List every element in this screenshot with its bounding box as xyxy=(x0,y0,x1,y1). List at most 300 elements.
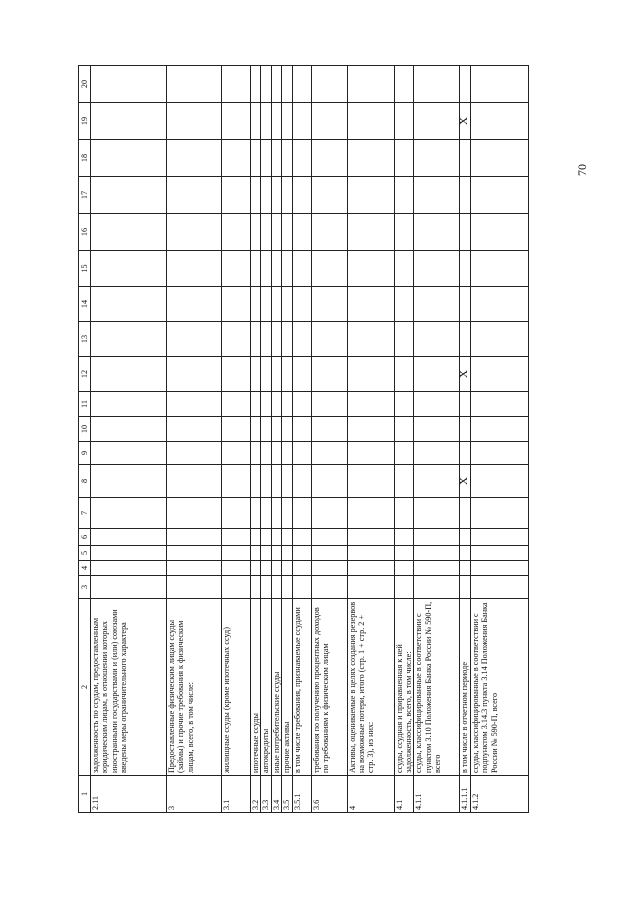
value-cell-col-15 xyxy=(282,251,292,287)
value-cell-col-9 xyxy=(311,442,347,465)
value-cell-col-10 xyxy=(271,417,281,442)
value-cell-col-13 xyxy=(282,322,292,357)
value-cell-col-3 xyxy=(292,576,311,599)
value-cell-col-8 xyxy=(282,465,292,498)
value-cell-col-13 xyxy=(414,322,460,357)
value-cell-col-4 xyxy=(292,561,311,576)
column-number-16: 16 xyxy=(79,214,91,251)
row-label-cell: прочие активы xyxy=(282,599,292,776)
value-cell-col-20 xyxy=(251,66,261,103)
table-row xyxy=(167,66,222,813)
value-cell-col-6 xyxy=(460,529,470,546)
value-cell-col-16 xyxy=(347,214,394,251)
value-cell-col-3 xyxy=(282,576,292,599)
value-cell-col-3 xyxy=(261,576,271,599)
value-cell-col-15 xyxy=(222,251,251,287)
value-cell-col-3 xyxy=(347,576,394,599)
value-cell-col-12 xyxy=(261,357,271,392)
value-cell-col-16 xyxy=(251,214,261,251)
value-cell-col-17 xyxy=(347,177,394,214)
row-label-cell: ссуды, ссудная и приравненная к ней задолженность, всего, в том числе: xyxy=(394,599,414,776)
value-cell-col-15 xyxy=(167,251,222,287)
value-cell-col-9 xyxy=(282,442,292,465)
value-cell-col-8 xyxy=(91,465,167,498)
value-cell-col-6 xyxy=(91,529,167,546)
column-number-7: 7 xyxy=(79,498,91,529)
value-cell-col-17 xyxy=(414,177,460,214)
column-number-3: 3 xyxy=(79,576,91,599)
value-cell-col-7 xyxy=(271,498,281,529)
value-cell-col-7 xyxy=(470,498,528,529)
value-cell-col-5 xyxy=(251,546,261,561)
table-row xyxy=(271,66,281,813)
value-cell-col-7 xyxy=(414,498,460,529)
value-cell-col-8 xyxy=(347,465,394,498)
value-cell-col-9 xyxy=(347,442,394,465)
row-number-cell: 3.3 xyxy=(261,776,271,813)
value-cell-col-3 xyxy=(460,576,470,599)
value-cell-col-8 xyxy=(292,465,311,498)
value-cell-col-5 xyxy=(414,546,460,561)
value-cell-col-6 xyxy=(282,529,292,546)
value-cell-col-12 xyxy=(470,357,528,392)
value-cell-col-5 xyxy=(282,546,292,561)
column-number-8: 8 xyxy=(79,465,91,498)
value-cell-col-9 xyxy=(394,442,414,465)
value-cell-col-18 xyxy=(251,140,261,177)
value-cell-col-5 xyxy=(91,546,167,561)
table-row xyxy=(347,66,394,813)
value-cell-col-3 xyxy=(167,576,222,599)
value-cell-col-3 xyxy=(222,576,251,599)
row-number-cell: 3.2 xyxy=(251,776,261,813)
row-label-cell: ссуды, классифицированные в соответствии с пунктом 3.10 Положения Банка России № 590-П, всего xyxy=(414,599,460,776)
value-cell-col-7 xyxy=(311,498,347,529)
value-cell-col-4 xyxy=(282,561,292,576)
value-cell-col-15 xyxy=(460,251,470,287)
value-cell-col-14 xyxy=(414,287,460,322)
value-cell-col-15 xyxy=(251,251,261,287)
value-cell-col-7 xyxy=(460,498,470,529)
column-number-19: 19 xyxy=(79,103,91,140)
value-cell-col-8 xyxy=(167,465,222,498)
value-cell-col-20 xyxy=(460,66,470,103)
row-number-cell: 4.1.2 xyxy=(470,776,528,813)
value-cell-col-13 xyxy=(271,322,281,357)
page-number: 70 xyxy=(575,164,589,176)
value-cell-col-3 xyxy=(414,576,460,599)
value-cell-col-9 xyxy=(167,442,222,465)
value-cell-col-4 xyxy=(251,561,261,576)
value-cell-col-19 xyxy=(414,103,460,140)
value-cell-col-17 xyxy=(470,177,528,214)
value-cell-col-19 xyxy=(347,103,394,140)
value-cell-col-18 xyxy=(347,140,394,177)
value-cell-col-17 xyxy=(251,177,261,214)
value-cell-col-20 xyxy=(470,66,528,103)
value-cell-col-17 xyxy=(167,177,222,214)
value-cell-col-11 xyxy=(251,392,261,417)
value-cell-col-17 xyxy=(460,177,470,214)
value-cell-col-7 xyxy=(222,498,251,529)
value-cell-col-14 xyxy=(460,287,470,322)
x-mark-cell-col-19: X xyxy=(460,103,470,140)
value-cell-col-4 xyxy=(311,561,347,576)
value-cell-col-13 xyxy=(91,322,167,357)
column-number-15: 15 xyxy=(79,251,91,287)
value-cell-col-14 xyxy=(222,287,251,322)
value-cell-col-18 xyxy=(394,140,414,177)
row-label-cell: Активы, оцениваемые в целях создания резервов на возможные потери, итого (стр. 1 + стр. 2 + стр. 3), из них: xyxy=(347,599,394,776)
row-label-cell: задолженность по ссудам, предоставленным юридическим лицам, в отношении которых иностранными государствами и (или) союзами введены меры ограничительного характера xyxy=(91,599,167,776)
value-cell-col-11 xyxy=(311,392,347,417)
value-cell-col-7 xyxy=(261,498,271,529)
value-cell-col-16 xyxy=(271,214,281,251)
value-cell-col-16 xyxy=(222,214,251,251)
value-cell-col-13 xyxy=(222,322,251,357)
data-table xyxy=(78,65,529,813)
value-cell-col-6 xyxy=(394,529,414,546)
value-cell-col-14 xyxy=(251,287,261,322)
value-cell-col-4 xyxy=(91,561,167,576)
value-cell-col-11 xyxy=(460,392,470,417)
value-cell-col-14 xyxy=(311,287,347,322)
value-cell-col-11 xyxy=(282,392,292,417)
value-cell-col-14 xyxy=(282,287,292,322)
value-cell-col-11 xyxy=(91,392,167,417)
value-cell-col-10 xyxy=(222,417,251,442)
value-cell-col-5 xyxy=(271,546,281,561)
value-cell-col-12 xyxy=(292,357,311,392)
value-cell-col-11 xyxy=(414,392,460,417)
x-mark-cell-col-12: X xyxy=(460,357,470,392)
value-cell-col-14 xyxy=(292,287,311,322)
value-cell-col-18 xyxy=(282,140,292,177)
row-number-cell: 3.4 xyxy=(271,776,281,813)
row-number-cell: 3.5 xyxy=(282,776,292,813)
value-cell-col-14 xyxy=(167,287,222,322)
value-cell-col-20 xyxy=(91,66,167,103)
value-cell-col-5 xyxy=(470,546,528,561)
value-cell-col-15 xyxy=(470,251,528,287)
value-cell-col-13 xyxy=(347,322,394,357)
value-cell-col-19 xyxy=(282,103,292,140)
value-cell-col-10 xyxy=(292,417,311,442)
value-cell-col-3 xyxy=(394,576,414,599)
value-cell-col-4 xyxy=(167,561,222,576)
value-cell-col-20 xyxy=(282,66,292,103)
row-label-cell: в том числе в отчетном периоде xyxy=(460,599,470,776)
value-cell-col-11 xyxy=(222,392,251,417)
value-cell-col-8 xyxy=(470,465,528,498)
value-cell-col-15 xyxy=(292,251,311,287)
value-cell-col-13 xyxy=(292,322,311,357)
value-cell-col-3 xyxy=(311,576,347,599)
value-cell-col-5 xyxy=(460,546,470,561)
value-cell-col-10 xyxy=(414,417,460,442)
table-row xyxy=(460,66,470,813)
value-cell-col-12 xyxy=(414,357,460,392)
value-cell-col-20 xyxy=(292,66,311,103)
column-number-10: 10 xyxy=(79,417,91,442)
value-cell-col-10 xyxy=(311,417,347,442)
value-cell-col-17 xyxy=(222,177,251,214)
value-cell-col-19 xyxy=(261,103,271,140)
value-cell-col-15 xyxy=(261,251,271,287)
row-number-cell: 3.5.1 xyxy=(292,776,311,813)
value-cell-col-20 xyxy=(394,66,414,103)
value-cell-col-17 xyxy=(261,177,271,214)
column-number-2: 2 xyxy=(79,599,91,776)
value-cell-col-8 xyxy=(414,465,460,498)
value-cell-col-13 xyxy=(460,322,470,357)
value-cell-col-10 xyxy=(394,417,414,442)
value-cell-col-15 xyxy=(347,251,394,287)
row-label-cell: автокредиты xyxy=(261,599,271,776)
table-body xyxy=(79,66,529,813)
value-cell-col-10 xyxy=(347,417,394,442)
value-cell-col-6 xyxy=(167,529,222,546)
value-cell-col-11 xyxy=(271,392,281,417)
value-cell-col-8 xyxy=(394,465,414,498)
row-number-cell: 3.1 xyxy=(222,776,251,813)
value-cell-col-7 xyxy=(282,498,292,529)
value-cell-col-13 xyxy=(167,322,222,357)
value-cell-col-3 xyxy=(91,576,167,599)
value-cell-col-6 xyxy=(292,529,311,546)
value-cell-col-18 xyxy=(271,140,281,177)
value-cell-col-16 xyxy=(311,214,347,251)
value-cell-col-4 xyxy=(460,561,470,576)
row-number-cell: 4 xyxy=(347,776,394,813)
table-row xyxy=(394,66,414,813)
value-cell-col-19 xyxy=(167,103,222,140)
table-row xyxy=(222,66,251,813)
value-cell-col-16 xyxy=(91,214,167,251)
value-cell-col-18 xyxy=(292,140,311,177)
column-number-6: 6 xyxy=(79,529,91,546)
value-cell-col-15 xyxy=(394,251,414,287)
value-cell-col-9 xyxy=(414,442,460,465)
value-cell-col-8 xyxy=(222,465,251,498)
value-cell-col-3 xyxy=(251,576,261,599)
value-cell-col-11 xyxy=(167,392,222,417)
table-row xyxy=(282,66,292,813)
value-cell-col-18 xyxy=(414,140,460,177)
value-cell-col-15 xyxy=(311,251,347,287)
column-number-13: 13 xyxy=(79,322,91,357)
value-cell-col-6 xyxy=(470,529,528,546)
value-cell-col-4 xyxy=(347,561,394,576)
value-cell-col-17 xyxy=(91,177,167,214)
table-row xyxy=(292,66,311,813)
value-cell-col-18 xyxy=(91,140,167,177)
value-cell-col-4 xyxy=(271,561,281,576)
value-cell-col-19 xyxy=(311,103,347,140)
value-cell-col-6 xyxy=(311,529,347,546)
value-cell-col-12 xyxy=(251,357,261,392)
value-cell-col-5 xyxy=(394,546,414,561)
value-cell-col-6 xyxy=(261,529,271,546)
value-cell-col-7 xyxy=(347,498,394,529)
x-mark-cell-col-8: X xyxy=(460,465,470,498)
value-cell-col-10 xyxy=(460,417,470,442)
value-cell-col-9 xyxy=(271,442,281,465)
value-cell-col-9 xyxy=(261,442,271,465)
value-cell-col-9 xyxy=(292,442,311,465)
column-number-17: 17 xyxy=(79,177,91,214)
value-cell-col-10 xyxy=(470,417,528,442)
value-cell-col-8 xyxy=(311,465,347,498)
value-cell-col-11 xyxy=(292,392,311,417)
value-cell-col-14 xyxy=(271,287,281,322)
table-row xyxy=(261,66,271,813)
value-cell-col-19 xyxy=(271,103,281,140)
value-cell-col-10 xyxy=(282,417,292,442)
row-label-cell: ссуды, классифицированные в соответствии с подпунктом 3.14.3 пункта 3.14 Положения Банка России № 590-П, всего xyxy=(470,599,528,776)
value-cell-col-14 xyxy=(261,287,271,322)
value-cell-col-20 xyxy=(261,66,271,103)
value-cell-col-18 xyxy=(311,140,347,177)
value-cell-col-14 xyxy=(91,287,167,322)
value-cell-col-18 xyxy=(167,140,222,177)
value-cell-col-19 xyxy=(222,103,251,140)
value-cell-col-6 xyxy=(271,529,281,546)
value-cell-col-19 xyxy=(251,103,261,140)
value-cell-col-15 xyxy=(414,251,460,287)
value-cell-col-16 xyxy=(167,214,222,251)
value-cell-col-5 xyxy=(311,546,347,561)
value-cell-col-16 xyxy=(460,214,470,251)
value-cell-col-16 xyxy=(394,214,414,251)
column-number-12: 12 xyxy=(79,357,91,392)
value-cell-col-12 xyxy=(91,357,167,392)
value-cell-col-13 xyxy=(470,322,528,357)
value-cell-col-11 xyxy=(394,392,414,417)
row-label-cell: требования по получению процентных доходов по требованиям к физическим лицам xyxy=(311,599,347,776)
value-cell-col-18 xyxy=(261,140,271,177)
value-cell-col-18 xyxy=(470,140,528,177)
value-cell-col-13 xyxy=(261,322,271,357)
value-cell-col-18 xyxy=(222,140,251,177)
value-cell-col-5 xyxy=(292,546,311,561)
row-number-cell: 4.1.1.1 xyxy=(460,776,470,813)
row-number-cell: 4.1 xyxy=(394,776,414,813)
column-number-row xyxy=(79,66,91,813)
value-cell-col-17 xyxy=(271,177,281,214)
value-cell-col-15 xyxy=(91,251,167,287)
value-cell-col-8 xyxy=(251,465,261,498)
value-cell-col-14 xyxy=(394,287,414,322)
value-cell-col-4 xyxy=(394,561,414,576)
column-number-18: 18 xyxy=(79,140,91,177)
value-cell-col-17 xyxy=(394,177,414,214)
value-cell-col-18 xyxy=(460,140,470,177)
value-cell-col-16 xyxy=(282,214,292,251)
value-cell-col-13 xyxy=(394,322,414,357)
value-cell-col-14 xyxy=(470,287,528,322)
value-cell-col-10 xyxy=(91,417,167,442)
row-number-cell: 3 xyxy=(167,776,222,813)
value-cell-col-19 xyxy=(91,103,167,140)
value-cell-col-5 xyxy=(261,546,271,561)
value-cell-col-15 xyxy=(271,251,281,287)
value-cell-col-3 xyxy=(271,576,281,599)
value-cell-col-12 xyxy=(394,357,414,392)
value-cell-col-17 xyxy=(282,177,292,214)
value-cell-col-20 xyxy=(414,66,460,103)
value-cell-col-7 xyxy=(91,498,167,529)
value-cell-col-11 xyxy=(470,392,528,417)
value-cell-col-5 xyxy=(222,546,251,561)
value-cell-col-7 xyxy=(394,498,414,529)
value-cell-col-10 xyxy=(251,417,261,442)
value-cell-col-6 xyxy=(347,529,394,546)
value-cell-col-20 xyxy=(222,66,251,103)
value-cell-col-20 xyxy=(311,66,347,103)
value-cell-col-7 xyxy=(167,498,222,529)
row-number-cell: 3.6 xyxy=(311,776,347,813)
value-cell-col-10 xyxy=(167,417,222,442)
value-cell-col-6 xyxy=(251,529,261,546)
value-cell-col-12 xyxy=(271,357,281,392)
value-cell-col-4 xyxy=(470,561,528,576)
value-cell-col-14 xyxy=(347,287,394,322)
column-number-14: 14 xyxy=(79,287,91,322)
table-row xyxy=(414,66,460,813)
value-cell-col-12 xyxy=(282,357,292,392)
value-cell-col-12 xyxy=(347,357,394,392)
value-cell-col-9 xyxy=(91,442,167,465)
value-cell-col-11 xyxy=(347,392,394,417)
value-cell-col-20 xyxy=(167,66,222,103)
value-cell-col-4 xyxy=(222,561,251,576)
value-cell-col-9 xyxy=(460,442,470,465)
value-cell-col-13 xyxy=(311,322,347,357)
value-cell-col-6 xyxy=(414,529,460,546)
value-cell-col-9 xyxy=(470,442,528,465)
value-cell-col-19 xyxy=(470,103,528,140)
value-cell-col-19 xyxy=(292,103,311,140)
value-cell-col-4 xyxy=(414,561,460,576)
value-cell-col-7 xyxy=(251,498,261,529)
value-cell-col-12 xyxy=(167,357,222,392)
table-row xyxy=(470,66,528,813)
value-cell-col-16 xyxy=(261,214,271,251)
row-number-cell: 2.11 xyxy=(91,776,167,813)
value-cell-col-6 xyxy=(222,529,251,546)
column-number-9: 9 xyxy=(79,442,91,465)
value-cell-col-5 xyxy=(347,546,394,561)
column-number-20: 20 xyxy=(79,66,91,103)
table-row xyxy=(91,66,167,813)
table-row xyxy=(311,66,347,813)
row-label-cell: в том числе требования, признаваемые ссудами xyxy=(292,599,311,776)
value-cell-col-10 xyxy=(261,417,271,442)
value-cell-col-3 xyxy=(470,576,528,599)
value-cell-col-9 xyxy=(222,442,251,465)
value-cell-col-19 xyxy=(394,103,414,140)
value-cell-col-16 xyxy=(414,214,460,251)
value-cell-col-8 xyxy=(271,465,281,498)
column-number-11: 11 xyxy=(79,392,91,417)
row-label-cell: Предоставленные физическим лицам ссуды (займы) и прочие требования к физическим лицам, всего, в том числе: xyxy=(167,599,222,776)
value-cell-col-16 xyxy=(470,214,528,251)
row-number-cell: 4.1.1 xyxy=(414,776,460,813)
column-number-5: 5 xyxy=(79,546,91,561)
value-cell-col-13 xyxy=(251,322,261,357)
value-cell-col-20 xyxy=(271,66,281,103)
